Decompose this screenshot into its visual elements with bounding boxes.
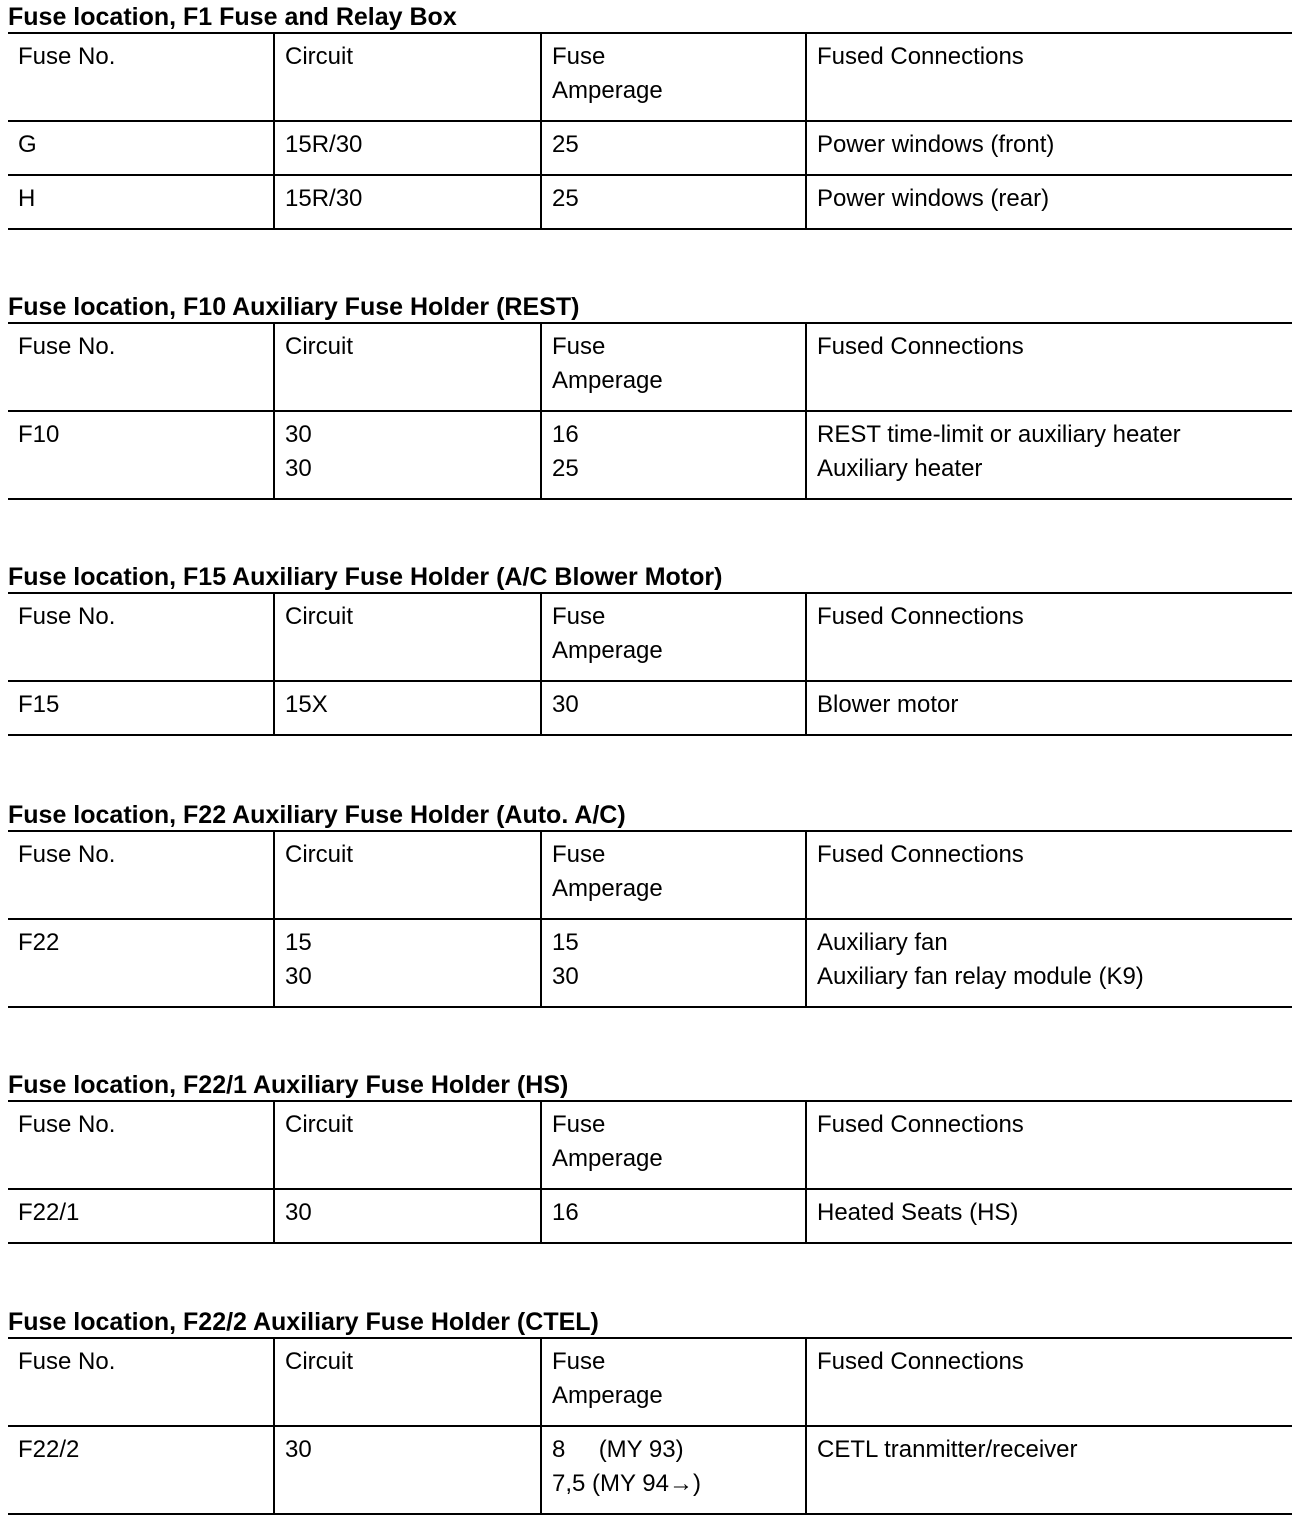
header-fuse-no xyxy=(8,33,274,121)
circuit-cell-text: 30 xyxy=(285,455,312,482)
header-circuit xyxy=(274,33,541,121)
amperage-cell xyxy=(541,681,806,735)
circuit-cell-text: 30 xyxy=(285,1436,312,1463)
table-row xyxy=(8,121,1292,175)
header-fuse-amperage-text: Fuse xyxy=(552,1111,606,1138)
header-fuse-amperage-text: Amperage xyxy=(552,1145,663,1172)
header-fuse-no-text: Fuse No. xyxy=(18,333,116,360)
circuit-cell-text: 15X xyxy=(285,691,328,718)
circuit-cell-text: 15R/30 xyxy=(285,185,363,212)
fuse-no-cell xyxy=(8,681,274,735)
connections-cell-text: Blower motor xyxy=(817,691,959,718)
fuse-section xyxy=(8,1070,1292,1244)
header-fuse-amperage-text: Amperage xyxy=(552,367,663,394)
table-header-row xyxy=(8,323,1292,411)
circuit-cell xyxy=(274,1426,541,1514)
header-fused-connections-text: Fused Connections xyxy=(817,333,1024,360)
circuit-cell-text: 15 xyxy=(285,929,312,956)
circuit-cell xyxy=(274,121,541,175)
table-row xyxy=(8,1426,1292,1514)
amperage-cell xyxy=(541,411,806,499)
header-fuse-amperage-text: Fuse xyxy=(552,603,606,630)
fuse-table xyxy=(8,1337,1292,1515)
header-fused-connections-text: Fused Connections xyxy=(817,841,1024,868)
section-title: Fuse location, F22/1 Auxiliary Fuse Holder (HS) xyxy=(8,1071,569,1099)
header-fuse-no xyxy=(8,323,274,411)
header-fuse-amperage-text: Fuse xyxy=(552,333,606,360)
header-fuse-amperage-text: Amperage xyxy=(552,875,663,902)
fuse-table xyxy=(8,322,1292,500)
header-circuit-text: Circuit xyxy=(285,603,354,630)
header-fuse-no-text: Fuse No. xyxy=(18,1348,116,1375)
connections-cell-text: REST time-limit or auxiliary heater xyxy=(817,421,1181,448)
table-row xyxy=(8,175,1292,229)
header-fuse-amperage xyxy=(541,323,806,411)
header-fused-connections-text: Fused Connections xyxy=(817,603,1024,630)
section-title: Fuse location, F1 Fuse and Relay Box xyxy=(8,3,457,31)
amperage-cell-text: 30 xyxy=(552,963,579,990)
connections-cell-text: Power windows (front) xyxy=(817,131,1055,158)
header-fused-connections-text: Fused Connections xyxy=(817,1348,1024,1375)
circuit-cell-text: 30 xyxy=(285,421,312,448)
amperage-cell xyxy=(541,175,806,229)
header-fuse-amperage-text: Fuse xyxy=(552,841,606,868)
header-fuse-no-text: Fuse No. xyxy=(18,1111,116,1138)
header-fused-connections xyxy=(806,593,1292,681)
section-title: Fuse location, F10 Auxiliary Fuse Holder (REST) xyxy=(8,293,580,321)
connections-cell xyxy=(806,121,1292,175)
fuse-no-cell-text: F15 xyxy=(18,691,60,718)
fuse-no-cell-text: G xyxy=(18,131,37,158)
fuse-section xyxy=(8,800,1292,1008)
header-fuse-no xyxy=(8,831,274,919)
connections-cell xyxy=(806,681,1292,735)
header-fuse-amperage-text: Amperage xyxy=(552,77,663,104)
table-header-row xyxy=(8,831,1292,919)
amperage-cell xyxy=(541,1426,806,1514)
amperage-cell xyxy=(541,1189,806,1243)
header-circuit-text: Circuit xyxy=(285,1348,354,1375)
header-circuit-text: Circuit xyxy=(285,333,354,360)
fuse-no-cell-text: F22/1 xyxy=(18,1199,80,1226)
header-fuse-amperage-text: Amperage xyxy=(552,637,663,664)
section-title: Fuse location, F22 Auxiliary Fuse Holder (Auto. A/C) xyxy=(8,801,626,829)
table-header-row xyxy=(8,1101,1292,1189)
header-fuse-no-text: Fuse No. xyxy=(18,841,116,868)
header-fused-connections-text: Fused Connections xyxy=(817,1111,1024,1138)
fuse-no-cell xyxy=(8,919,274,1007)
circuit-cell xyxy=(274,919,541,1007)
header-circuit xyxy=(274,593,541,681)
connections-cell-text: CETL tranmitter/receiver xyxy=(817,1436,1078,1463)
fuse-no-cell-text: F22 xyxy=(18,929,60,956)
header-circuit-text: Circuit xyxy=(285,1111,354,1138)
header-fuse-no xyxy=(8,1101,274,1189)
circuit-cell xyxy=(274,681,541,735)
header-fuse-amperage xyxy=(541,1101,806,1189)
header-circuit xyxy=(274,831,541,919)
connections-cell-text: Heated Seats (HS) xyxy=(817,1199,1019,1226)
header-fuse-amperage-text: Fuse xyxy=(552,1348,606,1375)
header-circuit-text: Circuit xyxy=(285,841,354,868)
header-fuse-amperage xyxy=(541,1338,806,1426)
fuse-no-cell-text: H xyxy=(18,185,36,212)
header-fuse-amperage xyxy=(541,831,806,919)
fuse-table xyxy=(8,32,1292,230)
connections-cell xyxy=(806,919,1292,1007)
circuit-cell-text: 30 xyxy=(285,1199,312,1226)
fuse-no-cell xyxy=(8,1189,274,1243)
header-fused-connections xyxy=(806,1338,1292,1426)
header-fused-connections xyxy=(806,831,1292,919)
table-header-row xyxy=(8,593,1292,681)
amperage-cell-text: 25 xyxy=(552,455,579,482)
header-circuit xyxy=(274,1101,541,1189)
table-row xyxy=(8,1189,1292,1243)
fuse-no-cell xyxy=(8,175,274,229)
fuse-section xyxy=(8,1307,1292,1515)
circuit-cell xyxy=(274,411,541,499)
amperage-cell-text: 7,5 (MY 94→) xyxy=(552,1470,701,1497)
fuse-section xyxy=(8,2,1292,230)
fuse-no-cell xyxy=(8,1426,274,1514)
amperage-cell-text: 16 xyxy=(552,1199,579,1226)
header-fused-connections xyxy=(806,1101,1292,1189)
section-title: Fuse location, F15 Auxiliary Fuse Holder (A/C Blower Motor) xyxy=(8,563,723,591)
table-header-row xyxy=(8,1338,1292,1426)
fuse-table xyxy=(8,592,1292,736)
amperage-cell-text: 15 xyxy=(552,929,579,956)
amperage-cell xyxy=(541,919,806,1007)
header-circuit xyxy=(274,323,541,411)
circuit-cell xyxy=(274,1189,541,1243)
header-circuit-text: Circuit xyxy=(285,43,354,70)
amperage-cell-text: 30 xyxy=(552,691,579,718)
circuit-cell xyxy=(274,175,541,229)
header-fuse-no xyxy=(8,593,274,681)
connections-cell-text: Auxiliary heater xyxy=(817,455,983,482)
fuse-no-cell-text: F10 xyxy=(18,421,60,448)
header-fused-connections xyxy=(806,33,1292,121)
header-fuse-no xyxy=(8,1338,274,1426)
header-circuit xyxy=(274,1338,541,1426)
amperage-cell-text: 8 (MY 93) xyxy=(552,1436,684,1463)
header-fuse-amperage xyxy=(541,33,806,121)
fuse-no-cell xyxy=(8,121,274,175)
table-row xyxy=(8,681,1292,735)
table-row xyxy=(8,411,1292,499)
fuse-section xyxy=(8,562,1292,736)
connections-cell xyxy=(806,411,1292,499)
amperage-cell xyxy=(541,121,806,175)
amperage-cell-text: 25 xyxy=(552,185,579,212)
section-title: Fuse location, F22/2 Auxiliary Fuse Holder (CTEL) xyxy=(8,1308,599,1336)
amperage-cell-text: 16 xyxy=(552,421,579,448)
table-row xyxy=(8,919,1292,1007)
connections-cell xyxy=(806,1426,1292,1514)
connections-cell xyxy=(806,175,1292,229)
fuse-table xyxy=(8,1100,1292,1244)
header-fuse-amperage-text: Amperage xyxy=(552,1382,663,1409)
fuse-table xyxy=(8,830,1292,1008)
circuit-cell-text: 15R/30 xyxy=(285,131,363,158)
amperage-cell-text: 25 xyxy=(552,131,579,158)
fuse-section xyxy=(8,292,1292,500)
fuse-no-cell-text: F22/2 xyxy=(18,1436,80,1463)
circuit-cell-text: 30 xyxy=(285,963,312,990)
header-fused-connections xyxy=(806,323,1292,411)
table-header-row xyxy=(8,33,1292,121)
header-fuse-amperage xyxy=(541,593,806,681)
connections-cell-text: Auxiliary fan relay module (K9) xyxy=(817,963,1144,990)
connections-cell-text: Auxiliary fan xyxy=(817,929,948,956)
connections-cell-text: Power windows (rear) xyxy=(817,185,1050,212)
connections-cell xyxy=(806,1189,1292,1243)
header-fused-connections-text: Fused Connections xyxy=(817,43,1024,70)
fuse-no-cell xyxy=(8,411,274,499)
header-fuse-no-text: Fuse No. xyxy=(18,603,116,630)
header-fuse-amperage-text: Fuse xyxy=(552,43,606,70)
header-fuse-no-text: Fuse No. xyxy=(18,43,116,70)
